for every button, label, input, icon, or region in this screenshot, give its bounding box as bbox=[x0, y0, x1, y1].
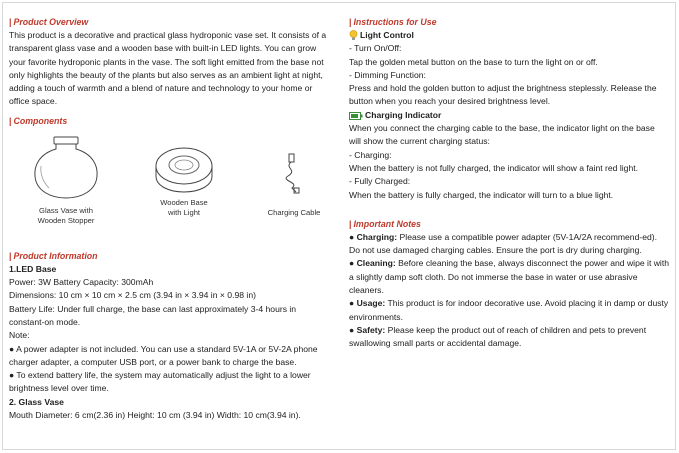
overview-title: | Product Overview bbox=[9, 17, 89, 27]
charging-label: - Charging: bbox=[349, 149, 392, 160]
note-cleaning: ● Cleaning: Before cleaning the base, always disconnect the power and wipe it with a slightly damp soft cloth. Do not immerse the base in water or use abrasive cleaners. bbox=[349, 258, 670, 296]
note-battery: ● To extend battery life, the system may automatically adjust the light to a lower brightness level over time. bbox=[9, 370, 311, 394]
led-base-heading: 1.LED Base bbox=[9, 263, 57, 274]
left-column bbox=[9, 16, 331, 422]
charging-text: When the battery is not fully charged, the indicator will show a faint red light. bbox=[349, 162, 638, 173]
glass-vase-dimensions: Mouth Diameter: 6 cm(2.36 in) Height: 10 cm (3.94 in) Width: 10 cm(3.94 in). bbox=[9, 410, 301, 421]
important-notes-title: | Important Notes bbox=[349, 218, 421, 229]
product-info-title: | Product Information bbox=[9, 250, 98, 261]
component-label-cable: Charging Cable bbox=[267, 207, 321, 217]
dimming-text: Press and hold the golden button to adjust the brightness steplessly. Release the button when you reach your desired brightness level. bbox=[349, 83, 657, 107]
glass-vase-heading: 2. Glass Vase bbox=[9, 396, 64, 407]
dimensions-spec: Dimensions: 10 cm × 10 cm × 2.5 cm (3.94 in × 3.94 in × 0.98 in) bbox=[9, 290, 256, 301]
right-column bbox=[349, 16, 669, 351]
light-bulb-icon bbox=[349, 30, 358, 41]
note-adapter: ● A power adapter is not included. You can use a standard 5V-1A or 5V-2A phone charger adapter, a computer USB port, or a power bank to charge the base. bbox=[9, 343, 318, 367]
note-safety: ● Safety: Please keep the product out of reach of children and pets to prevent swallowing small parts or accidental damage. bbox=[349, 324, 647, 349]
note-charging: ● Charging: Please use a compatible power adapter (5V-1A/2A recommend-ed). Do not use damaged charging cables. Ensure the port is dry during charging. bbox=[349, 231, 658, 256]
battery-life-spec: Battery Life: Under full charge, the base can last approximately 3-4 hours in constant-on mode. bbox=[9, 303, 297, 327]
fully-charged-text: When the battery is fully charged, the indicator will turn to a blue light. bbox=[349, 189, 614, 200]
power-spec: Power: 3W Battery Capacity: 300mAh bbox=[9, 277, 154, 288]
battery-icon bbox=[349, 112, 363, 120]
dimming-label: - Dimming Function: bbox=[349, 69, 426, 80]
turn-on-off-text: Tap the golden metal button on the base to turn the light on or off. bbox=[349, 56, 598, 67]
charging-cable-image bbox=[274, 152, 314, 194]
glass-vase-image bbox=[31, 136, 101, 200]
component-label-base: Wooden Base with Light bbox=[160, 197, 208, 217]
note-label: Note: bbox=[9, 330, 30, 341]
note-usage: ● Usage: This product is for indoor decorative use. Avoid placing it in damp or dusty environments. bbox=[349, 298, 669, 322]
charging-indicator-heading: Charging Indicator bbox=[349, 109, 669, 122]
overview-text: This product is a decorative and practical glass hydroponic vase set. It consists of a transparent glass vase and a wooden base with built-in LED lights. You can grow your favorite hydroponic plants in the vase. The soft light emitted from the base not only highlights the beauty of the plants but also serves as an ambient light at night, adding a touch of warmth and a blend of nature and technology to your home or office space. bbox=[9, 30, 327, 107]
fully-charged-label: - Fully Charged: bbox=[349, 176, 411, 187]
charging-intro: When you connect the charging cable to the base, the indicator light on the base will show the current charging status: bbox=[349, 123, 655, 147]
components-gallery bbox=[9, 130, 331, 250]
instructions-title: | Instructions for Use bbox=[349, 17, 437, 27]
components-title: | Components bbox=[9, 115, 68, 126]
turn-on-off-label: - Turn On/Off: bbox=[349, 43, 402, 54]
component-label-vase: Glass Vase with Wooden Stopper bbox=[37, 205, 95, 225]
wooden-base-image bbox=[152, 144, 216, 196]
light-control-heading: Light Control bbox=[349, 29, 669, 42]
